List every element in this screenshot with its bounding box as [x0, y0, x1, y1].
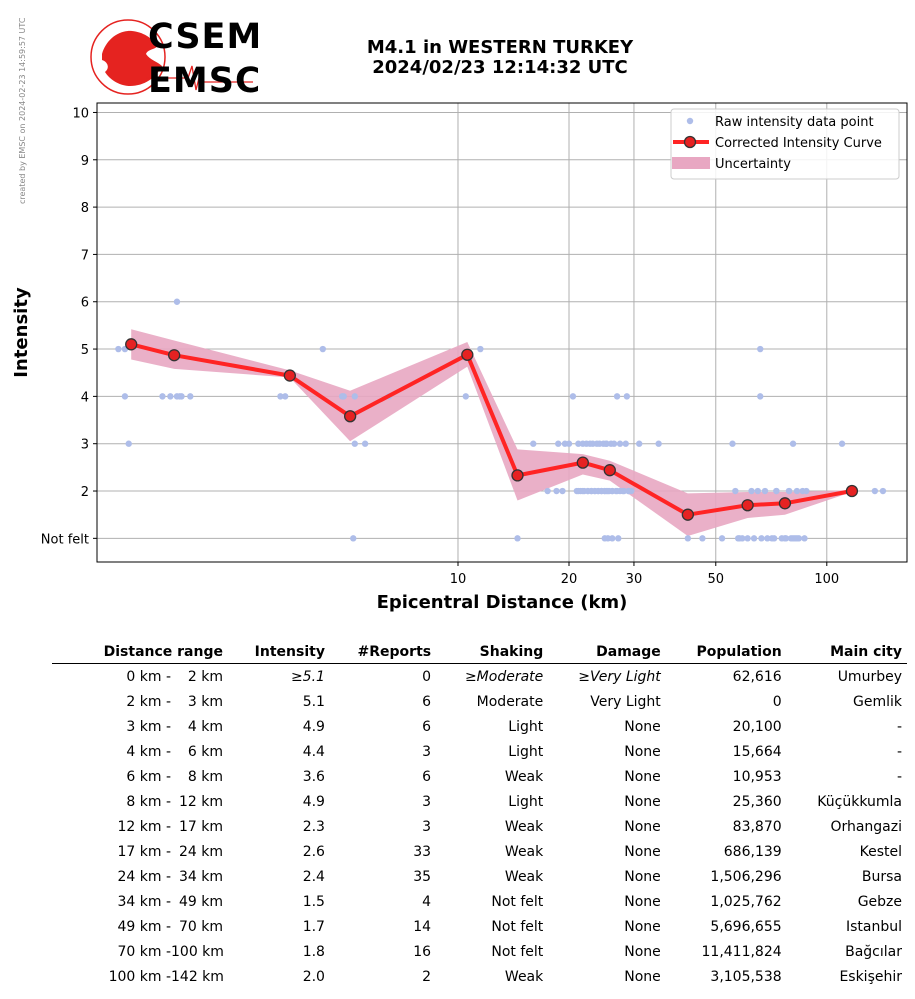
cell-damage: None	[624, 918, 661, 935]
raw-data-point	[477, 346, 483, 352]
cell-intensity: ≥5.1	[290, 668, 325, 685]
cell-distance-range	[52, 914, 228, 939]
cell-distance-range	[52, 764, 228, 789]
raw-data-point	[762, 488, 768, 494]
table-row	[52, 789, 907, 814]
raw-data-point	[555, 441, 561, 447]
y-tick-label: 6	[80, 295, 89, 311]
cell-intensity: 2.3	[302, 818, 325, 835]
corrected-intensity-marker	[577, 457, 588, 468]
table-header-row	[52, 640, 907, 664]
raw-data-point	[732, 488, 738, 494]
x-tick-label: 30	[625, 572, 643, 587]
cell-distance-range	[52, 814, 228, 839]
raw-data-point	[174, 299, 180, 305]
raw-data-point	[614, 393, 620, 399]
raw-data-point	[167, 393, 173, 399]
cell-shaking: Moderate	[476, 693, 544, 710]
cell-population: 10,953	[732, 768, 782, 785]
distance-from: 8 km -	[126, 793, 171, 810]
cell-reports: 3	[422, 818, 432, 835]
distance-to: 2 km	[187, 668, 223, 685]
legend-label: Uncertainty	[715, 157, 791, 172]
corrected-intensity-marker	[345, 411, 356, 422]
cell-reports: 35	[413, 868, 432, 885]
cell-damage: None	[624, 743, 661, 760]
distance-to: 12 km	[178, 793, 223, 810]
distance-to: 100 km	[171, 943, 224, 960]
corrected-intensity-marker	[512, 470, 523, 481]
cell-damage: None	[624, 843, 661, 860]
cell-distance-range	[52, 889, 228, 914]
distance-from: 2 km -	[126, 693, 171, 710]
raw-data-point	[758, 535, 764, 541]
raw-data-point	[115, 346, 121, 352]
cell-population: 62,616	[732, 668, 782, 685]
cell-shaking: Weak	[504, 768, 544, 785]
raw-data-point	[282, 393, 288, 399]
raw-data-point	[514, 535, 520, 541]
cell-population: 3,105,538	[710, 968, 782, 985]
table-row	[52, 739, 907, 764]
raw-data-point	[341, 393, 347, 399]
raw-data-point	[773, 488, 779, 494]
cell-shaking: Not felt	[491, 918, 544, 935]
corrected-intensity-marker	[284, 370, 295, 381]
y-tick-label: 9	[80, 153, 89, 169]
cell-distance-range	[52, 939, 228, 964]
cell-population: 15,664	[732, 743, 782, 760]
cell-main-city: -	[896, 743, 902, 760]
cell-damage: None	[624, 793, 661, 810]
x-tick-label: 10	[449, 572, 467, 587]
distance-from: 70 km -	[117, 943, 171, 960]
logo-word-csem: CSEM	[148, 17, 258, 57]
legend-swatch-uncertainty	[672, 157, 710, 169]
raw-data-point	[570, 393, 576, 399]
raw-data-point	[628, 488, 634, 494]
raw-data-point	[544, 488, 550, 494]
table-body	[52, 664, 907, 990]
raw-data-point	[794, 488, 800, 494]
legend-swatch-raw-point	[687, 118, 693, 124]
y-tick-label: 5	[80, 343, 89, 359]
cell-reports: 6	[422, 768, 432, 785]
cell-intensity: 2.4	[302, 868, 325, 885]
raw-data-point	[751, 535, 757, 541]
distance-to: 34 km	[178, 868, 223, 885]
cell-main-city: Gemlik	[853, 693, 902, 710]
distance-from: 34 km -	[117, 893, 171, 910]
cell-distance-range	[52, 714, 228, 739]
cell-shaking: Not felt	[491, 943, 544, 960]
cell-main-city: Istanbul	[845, 918, 902, 935]
header-damage: Damage	[548, 640, 666, 664]
cell-shaking: Weak	[504, 868, 544, 885]
raw-data-point	[603, 441, 609, 447]
raw-data-point	[757, 346, 763, 352]
cell-reports: 16	[413, 943, 432, 960]
raw-data-point	[719, 535, 725, 541]
table-row	[52, 689, 907, 714]
raw-data-point	[352, 393, 358, 399]
cell-population: 11,411,824	[701, 943, 782, 960]
raw-data-point	[748, 488, 754, 494]
raw-data-point	[617, 441, 623, 447]
x-tick-label: 20	[560, 572, 578, 587]
distance-to: 4 km	[187, 718, 223, 735]
logo-word-emsc: EMSC	[148, 61, 258, 98]
cell-shaking: Weak	[504, 843, 544, 860]
cell-intensity: 4.9	[302, 718, 325, 735]
cell-main-city: Orhangazi	[830, 818, 902, 835]
table-row	[52, 864, 907, 889]
raw-data-point	[463, 393, 469, 399]
cell-main-city: Küçükkumla	[817, 793, 902, 810]
header-reports: #Reports	[330, 640, 436, 664]
distance-from: 0 km -	[126, 668, 171, 685]
distance-from: 3 km -	[126, 718, 171, 735]
raw-data-point	[559, 488, 565, 494]
corrected-intensity-marker	[846, 486, 857, 497]
cell-population: 5,696,655	[710, 918, 782, 935]
corrected-intensity-marker	[604, 465, 615, 476]
header-shaking: Shaking	[436, 640, 548, 664]
distance-to: 8 km	[187, 768, 223, 785]
event-title	[300, 38, 700, 78]
cell-reports: 6	[422, 693, 432, 710]
cell-intensity: 5.1	[302, 693, 325, 710]
cell-reports: 4	[422, 893, 432, 910]
table-row	[52, 664, 907, 690]
table-row	[52, 839, 907, 864]
raw-data-point	[178, 393, 184, 399]
corrected-intensity-marker	[779, 498, 790, 509]
cell-distance-range	[52, 839, 228, 864]
cell-damage: None	[624, 818, 661, 835]
raw-data-point	[624, 393, 630, 399]
raw-data-point	[796, 535, 802, 541]
raw-data-point	[636, 441, 642, 447]
table-row	[52, 764, 907, 789]
table-row	[52, 814, 907, 839]
raw-data-point	[350, 535, 356, 541]
raw-data-point	[615, 535, 621, 541]
corrected-intensity-marker	[462, 349, 473, 360]
cell-shaking: Light	[508, 743, 544, 760]
cell-main-city: Kestel	[859, 843, 902, 860]
cell-distance-range	[52, 689, 228, 714]
cell-reports: 33	[413, 843, 432, 860]
raw-data-point	[609, 535, 615, 541]
cell-damage: Very Light	[590, 693, 661, 710]
y-tick-label: 8	[80, 201, 89, 217]
cell-damage: None	[624, 768, 661, 785]
cell-intensity: 4.4	[302, 743, 325, 760]
distance-to: 17 km	[178, 818, 223, 835]
legend	[671, 109, 899, 179]
distance-to: 24 km	[178, 843, 223, 860]
raw-data-point	[187, 393, 193, 399]
distance-to: 3 km	[187, 693, 223, 710]
cell-distance-range	[52, 964, 228, 989]
y-tick-label: 3	[80, 437, 89, 453]
cell-distance-range	[52, 864, 228, 889]
cell-reports: 2	[422, 968, 432, 985]
raw-data-point	[729, 441, 735, 447]
cell-population: 686,139	[723, 843, 782, 860]
cell-shaking: Weak	[504, 818, 544, 835]
event-title-line1: M4.1 in WESTERN TURKEY	[366, 37, 634, 58]
corrected-intensity-marker	[126, 339, 137, 350]
event-title-line2: 2024/02/23 12:14:32 UTC	[372, 57, 628, 78]
raw-data-point	[685, 535, 691, 541]
distance-from: 24 km -	[117, 868, 171, 885]
raw-data-point	[553, 488, 559, 494]
x-tick-label: 100	[814, 572, 840, 587]
corrected-intensity-marker	[742, 500, 753, 511]
distance-from: 4 km -	[126, 743, 171, 760]
cell-shaking: ≥Moderate	[464, 668, 544, 685]
cell-intensity: 1.5	[302, 893, 325, 910]
cell-shaking: Not felt	[491, 893, 544, 910]
cell-reports: 14	[413, 918, 432, 935]
raw-data-point	[744, 535, 750, 541]
cell-main-city: Gebze	[857, 893, 902, 910]
header-population: Population	[666, 640, 787, 664]
raw-data-point	[122, 393, 128, 399]
cell-population: 1,506,296	[710, 868, 782, 885]
cell-population: 0	[772, 693, 782, 710]
cell-main-city: Eskişehir	[839, 968, 902, 985]
x-axis-label: Epicentral Distance (km)	[376, 592, 628, 613]
cell-distance-range	[52, 739, 228, 764]
table-row	[52, 889, 907, 914]
legend-label: Corrected Intensity Curve	[715, 136, 882, 151]
logo-graphic	[88, 16, 258, 98]
csem-emsc-logo	[88, 16, 258, 98]
cell-main-city: -	[896, 768, 902, 785]
cell-reports: 3	[422, 743, 432, 760]
cell-intensity: 2.0	[302, 968, 325, 985]
raw-data-point	[566, 441, 572, 447]
raw-data-point	[839, 441, 845, 447]
cell-distance-range	[52, 664, 228, 690]
cell-reports: 0	[422, 668, 432, 685]
raw-data-point	[801, 535, 807, 541]
raw-data-point	[790, 441, 796, 447]
corrected-intensity-marker	[169, 350, 180, 361]
distance-to: 70 km	[178, 918, 223, 935]
cell-intensity: 1.8	[302, 943, 325, 960]
raw-data-point	[362, 441, 368, 447]
cell-population: 1,025,762	[710, 893, 782, 910]
cell-intensity: 3.6	[302, 768, 325, 785]
header-intensity: Intensity	[228, 640, 330, 664]
creation-note-text: created by EMSC on 2024-02-23 14:59:57 UTC	[18, 17, 27, 204]
raw-data-point	[611, 441, 617, 447]
cell-reports: 3	[422, 793, 432, 810]
header-distance-range: Distance range	[52, 640, 228, 664]
cell-main-city: Bağcılar	[845, 943, 902, 960]
raw-data-point	[755, 488, 761, 494]
table-row	[52, 939, 907, 964]
distance-to: 49 km	[178, 893, 223, 910]
raw-data-point	[623, 441, 629, 447]
raw-data-point	[757, 393, 763, 399]
cell-shaking: Weak	[504, 968, 544, 985]
cell-shaking: Light	[508, 793, 544, 810]
raw-data-point	[530, 441, 536, 447]
distance-from: 17 km -	[117, 843, 171, 860]
raw-data-point	[872, 488, 878, 494]
raw-data-point	[159, 393, 165, 399]
cell-intensity: 2.6	[302, 843, 325, 860]
intensity-chart	[0, 95, 915, 620]
raw-data-point	[803, 488, 809, 494]
cell-damage: None	[624, 868, 661, 885]
cell-main-city: -	[896, 718, 902, 735]
header-main-city: Main city	[787, 640, 907, 664]
raw-data-point	[320, 346, 326, 352]
distance-from: 100 km -	[108, 968, 171, 985]
cell-shaking: Light	[508, 718, 544, 735]
cell-reports: 6	[422, 718, 432, 735]
cell-main-city: Bursa	[861, 868, 902, 885]
y-tick-label: 7	[80, 248, 89, 264]
cell-population: 25,360	[732, 793, 782, 810]
legend-label: Raw intensity data point	[715, 115, 874, 130]
table-row	[52, 914, 907, 939]
cell-damage: None	[624, 968, 661, 985]
distance-to: 142 km	[171, 968, 224, 985]
cell-population: 20,100	[732, 718, 782, 735]
summary-table	[52, 640, 907, 989]
table-row	[52, 714, 907, 739]
table-row	[52, 964, 907, 989]
cell-damage: None	[624, 893, 661, 910]
cell-intensity: 1.7	[302, 918, 325, 935]
raw-data-point	[771, 535, 777, 541]
raw-data-point	[655, 441, 661, 447]
y-axis-label: Intensity	[11, 287, 32, 378]
y-tick-label: 2	[80, 485, 89, 501]
cell-population: 83,870	[732, 818, 782, 835]
raw-data-point	[126, 441, 132, 447]
raw-data-point	[699, 535, 705, 541]
distance-from: 6 km -	[126, 768, 171, 785]
cell-distance-range	[52, 789, 228, 814]
distance-from: 12 km -	[117, 818, 171, 835]
y-tick-label: Not felt	[40, 532, 89, 548]
legend-swatch-curve-marker	[685, 137, 696, 148]
cell-main-city: Umurbey	[837, 668, 902, 685]
corrected-intensity-marker	[682, 509, 693, 520]
cell-damage: None	[624, 943, 661, 960]
raw-data-point	[786, 488, 792, 494]
distance-to: 6 km	[187, 743, 223, 760]
raw-data-point	[352, 441, 358, 447]
cell-damage: None	[624, 718, 661, 735]
cell-intensity: 4.9	[302, 793, 325, 810]
y-tick-label: 4	[80, 390, 89, 406]
x-tick-label: 50	[707, 572, 725, 587]
cell-damage: ≥Very Light	[578, 668, 661, 685]
raw-data-point	[880, 488, 886, 494]
y-tick-label: 10	[72, 106, 89, 122]
distance-from: 49 km -	[117, 918, 171, 935]
